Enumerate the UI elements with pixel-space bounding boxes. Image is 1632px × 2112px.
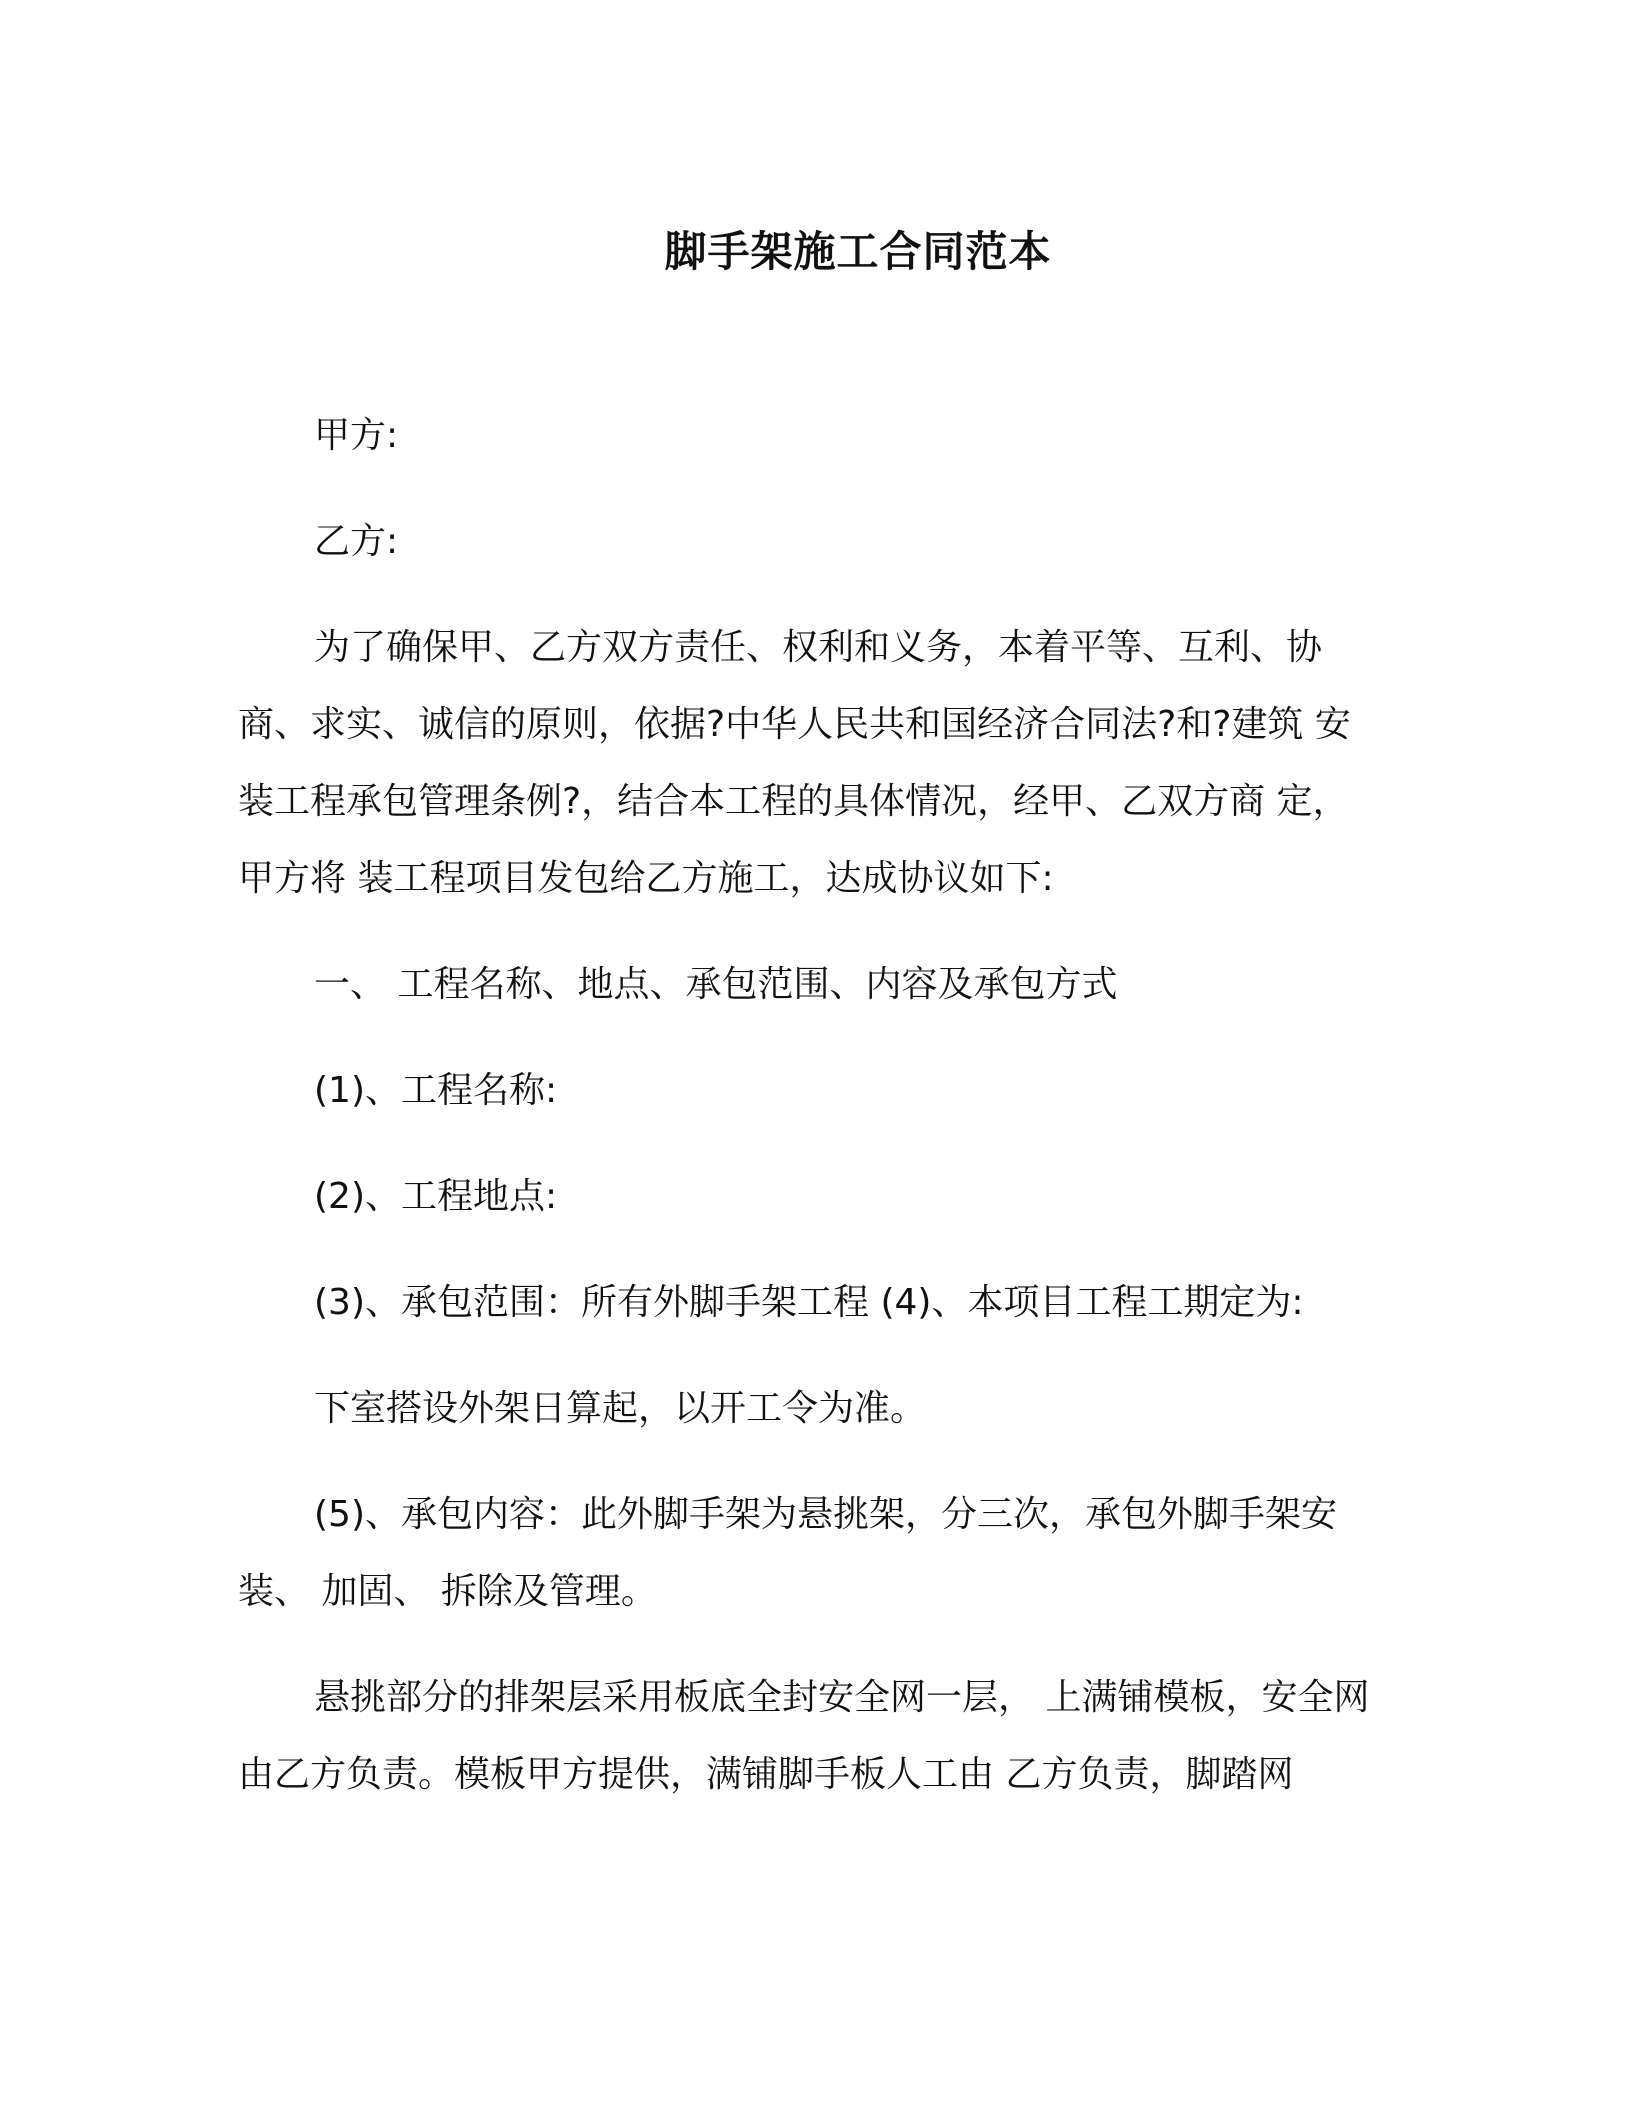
item-schedule-continued: 下室搭设外架日算起，以开工令为准。	[314, 1388, 927, 1429]
party-a-line: 甲方:	[314, 415, 399, 456]
item-cantilever-details: 悬挑部分的排架层采用板底全封安全网一层， 上满铺模板，安全网由乙方负责。模板甲方提供，满铺脚手板人工由 乙方负责，脚踏网	[238, 1677, 1370, 1795]
item-project-location: (2)、工程地点:	[314, 1176, 558, 1217]
item-contract-scope: (3)、承包范围：所有外脚手架工程 (4)、本项目工程工期定为:	[314, 1282, 1304, 1323]
item-contract-content: (5)、承包内容：此外脚手架为悬挑架，分三次，承包外脚手架安装、 加固、 拆除及管理。	[238, 1494, 1337, 1612]
item-project-name: (1)、工程名称:	[314, 1070, 558, 1111]
preamble-paragraph: 为了确保甲、乙方双方责任、权利和义务，本着平等、互利、协商、求实、诚信的原则，依据?中华人民共和国经济合同法?和?建筑 安装工程承包管理条例?，结合本工程的具体情况，经甲、乙双方商 定，甲方将 装工程项目发包给乙方施工，达成协议如下:	[238, 627, 1351, 899]
document-body	[238, 397, 1378, 1813]
party-b-line: 乙方:	[314, 521, 399, 562]
section-heading: 一、 工程名称、地点、承包范围、内容及承包方式	[314, 964, 1118, 1005]
document-title: 脚手架施工合同范本	[664, 227, 1052, 276]
